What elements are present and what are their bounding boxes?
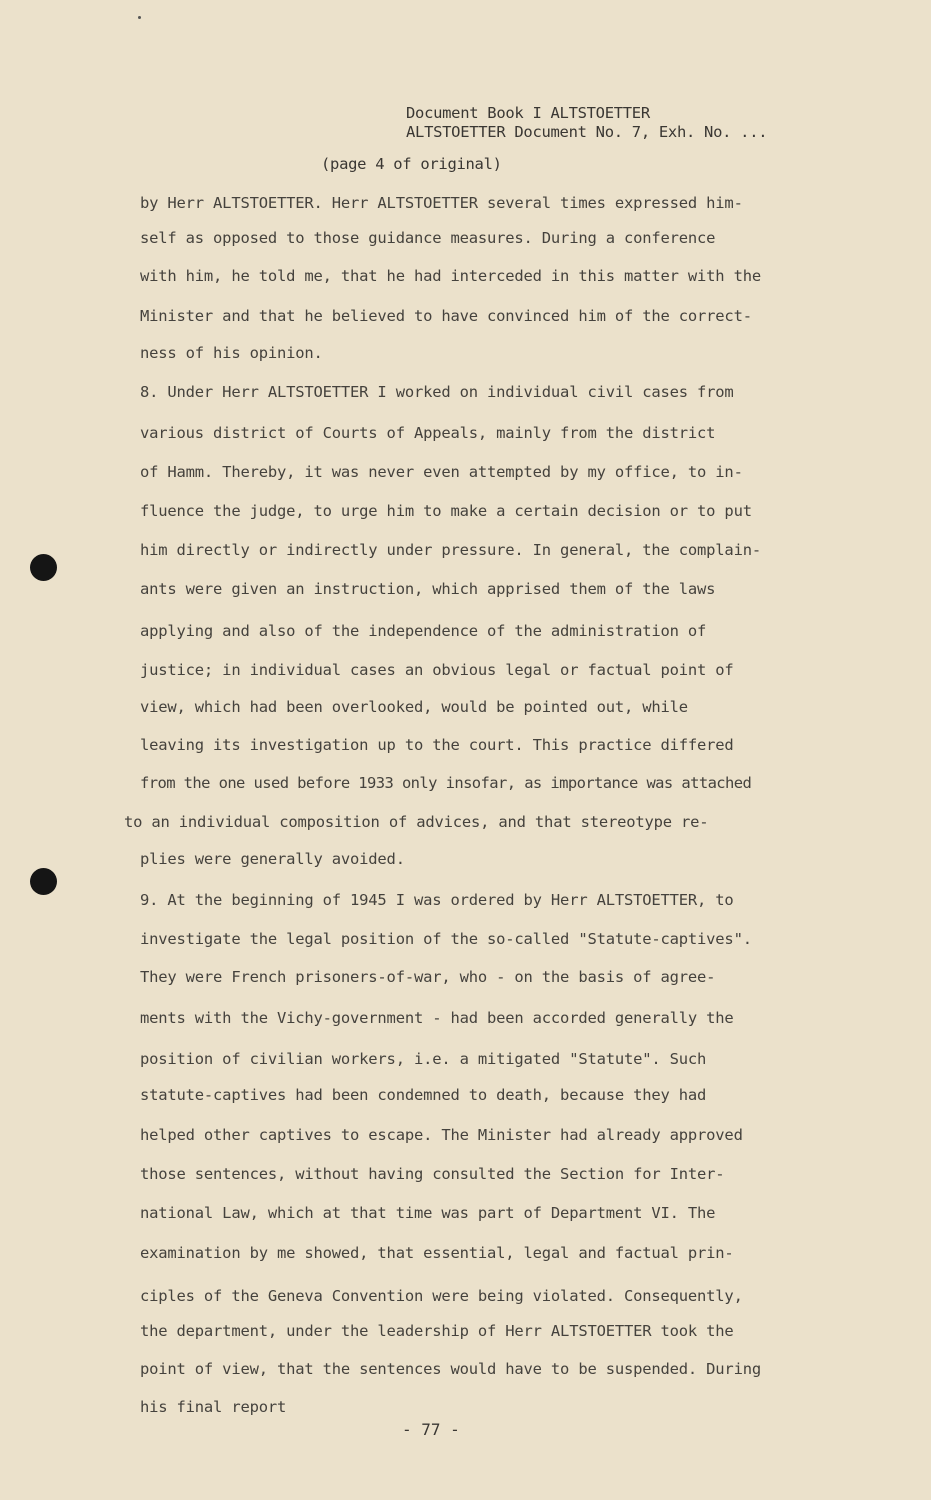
header-line-2: ALTSTOETTER Document No. 7, Exh. No. ... — [406, 123, 768, 141]
body-line: position of civilian workers, i.e. a mitigated "Statute". Such — [140, 1050, 707, 1068]
body-line: plies were generally avoided. — [140, 850, 405, 868]
body-line: his final report — [140, 1398, 287, 1416]
body-line: They were French prisoners-of-war, who - on the basis of agree- — [140, 968, 716, 986]
body-line: to an individual composition of advices, and that stereotype re- — [124, 813, 709, 831]
page-number: - 77 - — [402, 1420, 460, 1439]
header-line-1: Document Book I ALTSTOETTER — [406, 104, 650, 122]
punch-hole — [30, 868, 57, 895]
body-line: ciples of the Geneva Convention were being violated. Consequently, — [140, 1287, 743, 1305]
body-line: examination by me showed, that essential, legal and factual prin- — [140, 1244, 734, 1262]
body-line: applying and also of the independence of the administration of — [140, 622, 707, 640]
body-line: various district of Courts of Appeals, mainly from the district — [140, 424, 716, 442]
body-line: leaving its investigation up to the court. This practice differed — [140, 736, 734, 754]
body-line: 8. Under Herr ALTSTOETTER I worked on individual civil cases from — [140, 383, 734, 401]
body-line: those sentences, without having consulted the Section for Inter- — [140, 1165, 725, 1183]
body-line: national Law, which at that time was part of Department VI. The — [140, 1204, 716, 1222]
body-line: by Herr ALTSTOETTER. Herr ALTSTOETTER several times expressed him- — [140, 194, 743, 212]
body-line: statute-captives had been condemned to death, because they had — [140, 1086, 707, 1104]
punch-hole — [30, 554, 57, 581]
body-line: the department, under the leadership of Herr ALTSTOETTER took the — [140, 1322, 734, 1340]
body-line: justice; in individual cases an obvious legal or factual point of — [140, 661, 734, 679]
body-line: point of view, that the sentences would have to be suspended. During — [140, 1360, 761, 1378]
body-line: of Hamm. Thereby, it was never even attempted by my office, to in- — [140, 463, 743, 481]
body-line: 9. At the beginning of 1945 I was ordered by Herr ALTSTOETTER, to — [140, 891, 734, 909]
body-line: ness of his opinion. — [140, 344, 323, 362]
body-line: helped other captives to escape. The Minister had already approved — [140, 1126, 743, 1144]
page-note: (page 4 of original) — [321, 155, 502, 173]
body-line: Minister and that he believed to have convinced him of the correct- — [140, 307, 752, 325]
body-line: from the one used before 1933 only insofar, as importance was attached — [140, 774, 752, 792]
body-line: fluence the judge, to urge him to make a certain decision or to put — [140, 502, 752, 520]
speck — [138, 16, 141, 19]
body-line: self as opposed to those guidance measures. During a conference — [140, 229, 716, 247]
body-line: ants were given an instruction, which apprised them of the laws — [140, 580, 716, 598]
body-line: investigate the legal position of the so-called "Statute-captives". — [140, 930, 752, 948]
body-line: him directly or indirectly under pressure. In general, the complain- — [140, 541, 761, 559]
body-line: ments with the Vichy-government - had been accorded generally the — [140, 1009, 734, 1027]
body-line: with him, he told me, that he had interceded in this matter with the — [140, 267, 761, 285]
body-line: view, which had been overlooked, would be pointed out, while — [140, 698, 688, 716]
